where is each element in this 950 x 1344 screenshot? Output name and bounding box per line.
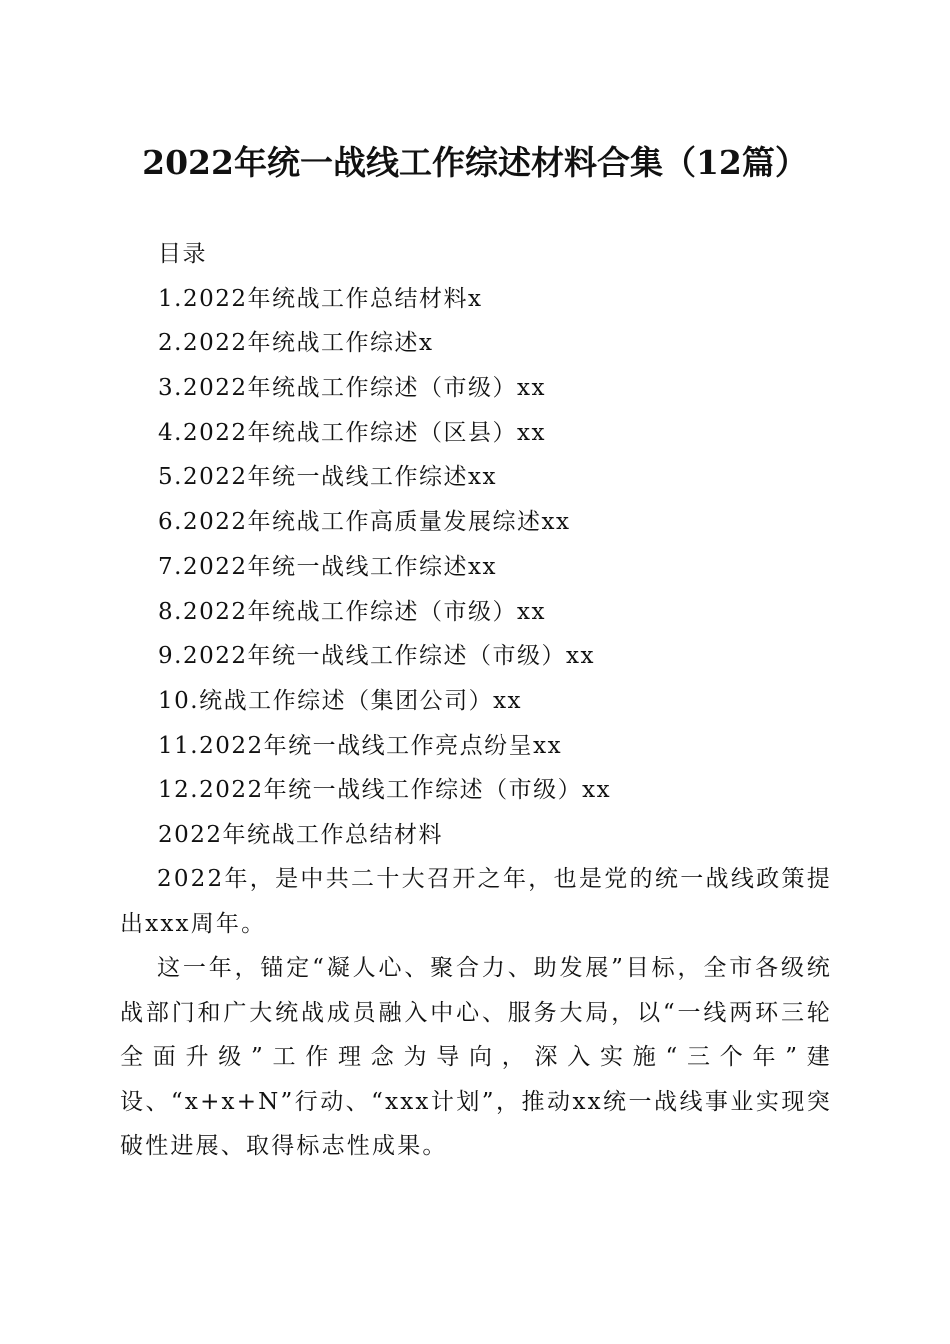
toc-item: 7.2022年统一战线工作综述xx [158,553,497,580]
section-title: 2022年统战工作总结材料 [158,821,444,848]
toc-item: 12.2022年统一战线工作综述（市级）xx [158,777,612,804]
toc-item: 3.2022年统战工作综述（市级）xx [158,375,546,402]
paragraph: 这一年，锚定“凝人心、聚合力、助发展”目标，全市各级统战部门和广大统战成员融入中心、服务大局，以“一线两环三轮全面升级”工作理念为导向，深入实施“三个年”建设、“x+x+N”行动、“xxx计划”，推动xx统一战线事业实现突破性进展、取得标志性成果。 [120,955,832,1159]
toc-item: 2.2022年统战工作综述x [158,330,434,357]
toc-item: 9.2022年统一战线工作综述（市级）xx [158,643,595,670]
table-of-contents [158,232,838,858]
toc-item: 10.统战工作综述（集团公司）xx [158,687,523,714]
toc-item: 8.2022年统战工作综述（市级）xx [158,598,546,625]
toc-item: 11.2022年统一战线工作亮点纷呈xx [158,732,563,759]
body-text [120,857,832,1169]
toc-item: 5.2022年统一战线工作综述xx [158,464,497,491]
document-title: 2022年统一战线工作综述材料合集（12篇） [142,143,808,182]
toc-item: 6.2022年统战工作高质量发展综述xx [158,509,571,536]
toc-item: 4.2022年统战工作综述（区县）xx [158,419,546,446]
paragraph: 2022年，是中共二十大召开之年，也是党的统一战线政策提出xxx周年。 [120,866,832,937]
toc-item: 1.2022年统战工作总结材料x [158,285,483,312]
toc-heading: 目录 [158,241,207,267]
